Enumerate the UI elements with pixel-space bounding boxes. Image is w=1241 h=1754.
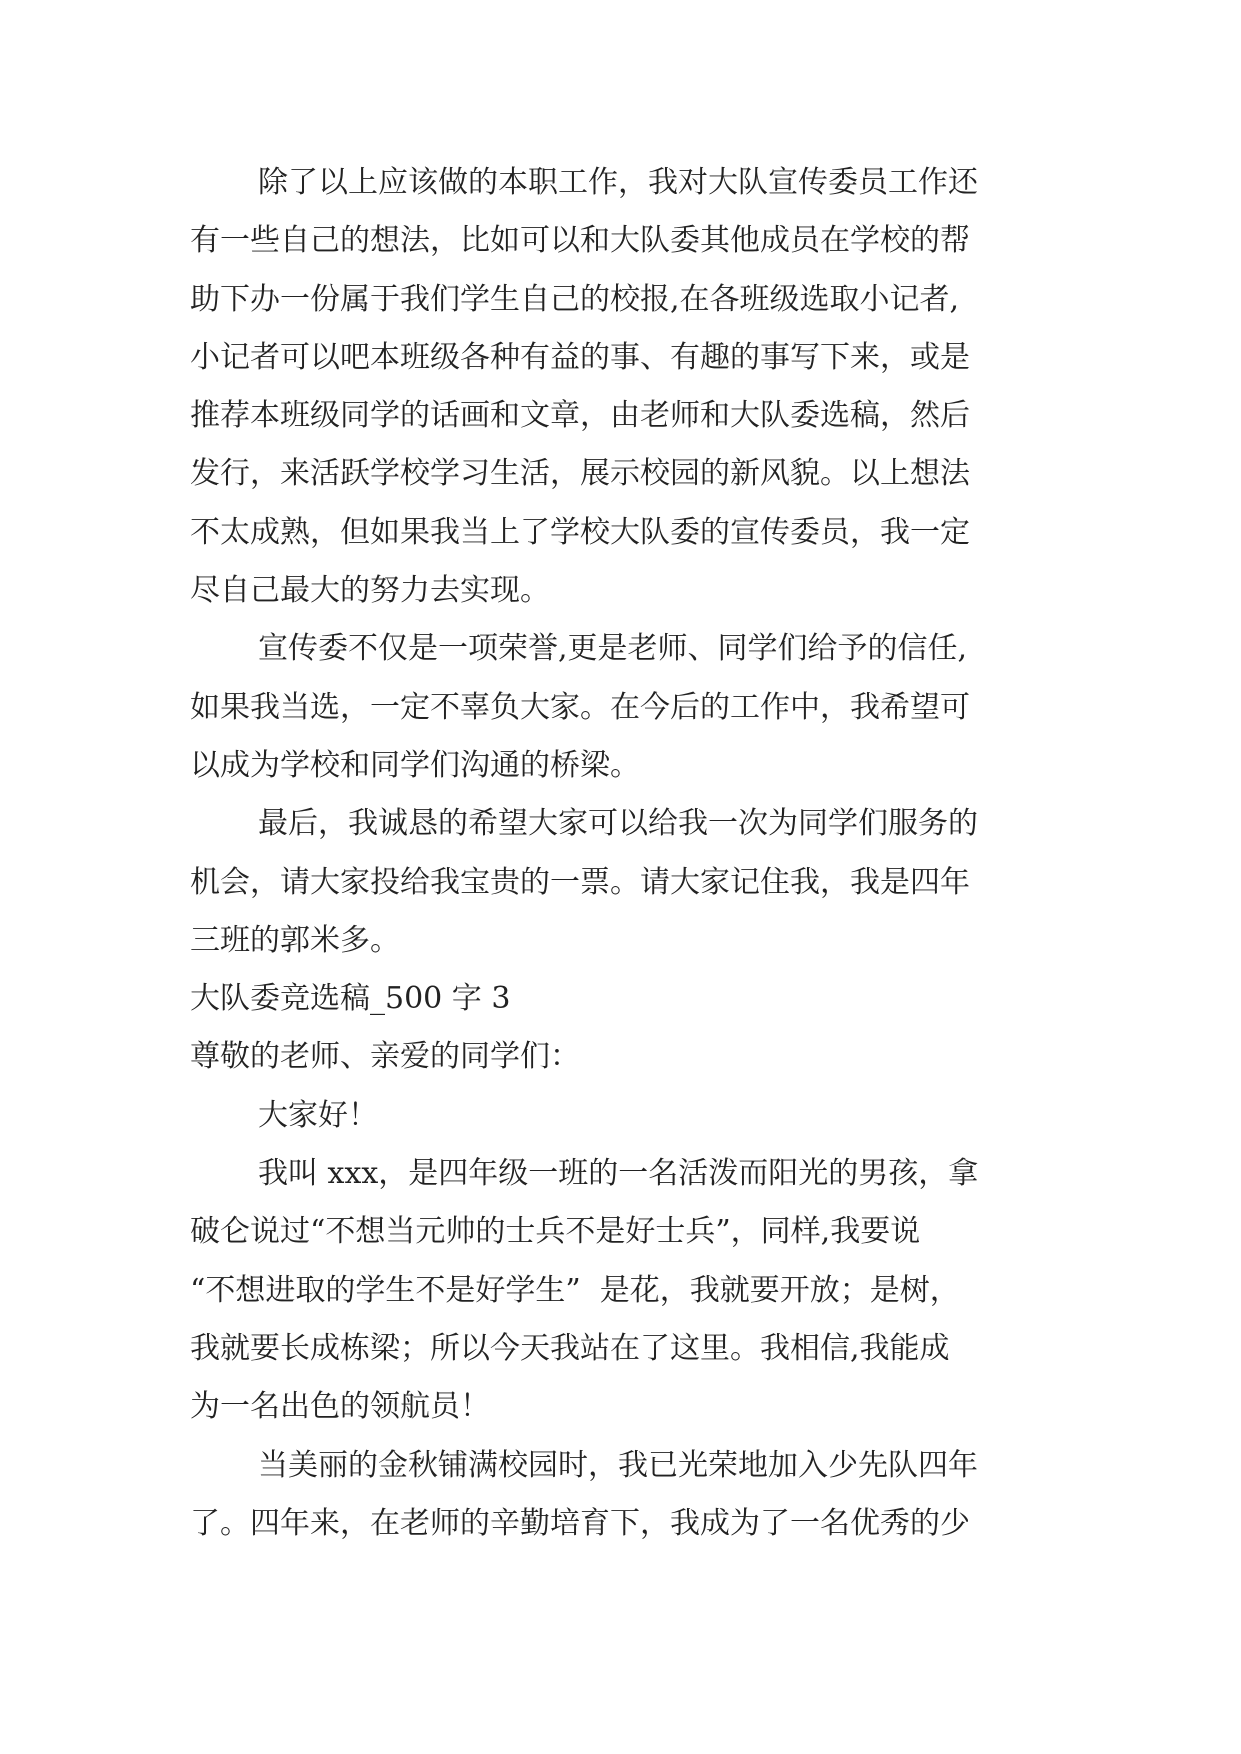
text-line: 破仑说过“不想当元帅的士兵不是好士兵”，同样,我要说 <box>190 1214 921 1250</box>
text-line: 三班的郭米多。 <box>190 922 400 958</box>
text-line: 尊敬的老师、亲爱的同学们： <box>190 1039 580 1075</box>
text-line: 当美丽的金秋铺满校园时，我已光荣地加入少先队四年 <box>258 1447 978 1483</box>
text-line: 有一些自己的想法，比如可以和大队委其他成员在学校的帮 <box>190 223 970 259</box>
text-line: 机会，请大家投给我宝贵的一票。请大家记住我，我是四年 <box>190 864 970 900</box>
text-line: 了。四年来，在老师的辛勤培育下，我成为了一名优秀的少 <box>190 1505 970 1541</box>
text-line: 不太成熟，但如果我当上了学校大队委的宣传委员，我一定 <box>190 514 970 550</box>
text-line: 宣传委不仅是一项荣誉,更是老师、同学们给予的信任, <box>258 631 968 667</box>
text-line: 最后，我诚恳的希望大家可以给我一次为同学们服务的 <box>258 806 978 842</box>
text-line: 大家好！ <box>258 1097 378 1133</box>
document-body <box>190 163 1090 1562</box>
text-line: “不想进取的学生不是好学生” 是花，我就要开放；是树， <box>190 1272 960 1308</box>
text-line: 我叫 xxx，是四年级一班的一名活泼而阳光的男孩，拿 <box>258 1156 979 1192</box>
text-line: 小记者可以吧本班级各种有益的事、有趣的事写下来，或是 <box>190 339 970 375</box>
text-line: 我就要长成栋梁；所以今天我站在了这里。我相信,我能成 <box>190 1330 950 1366</box>
text-line: 助下办一份属于我们学生自己的校报,在各班级选取小记者, <box>190 281 960 317</box>
text-line: 如果我当选，一定不辜负大家。在今后的工作中，我希望可 <box>190 689 970 725</box>
text-line: 除了以上应该做的本职工作，我对大队宣传委员工作还 <box>258 165 978 200</box>
text-line: 大队委竞选稿_500 字 3 <box>190 981 511 1017</box>
text-line: 尽自己最大的努力去实现。 <box>190 573 550 609</box>
text-line: 发行，来活跃学校学习生活，展示校园的新风貌。以上想法 <box>190 456 970 492</box>
text-line: 推荐本班级同学的话画和文章，由老师和大队委选稿，然后 <box>190 398 970 434</box>
text-line: 为一名出色的领航员！ <box>190 1389 490 1425</box>
text-line: 以成为学校和同学们沟通的桥梁。 <box>190 747 640 783</box>
